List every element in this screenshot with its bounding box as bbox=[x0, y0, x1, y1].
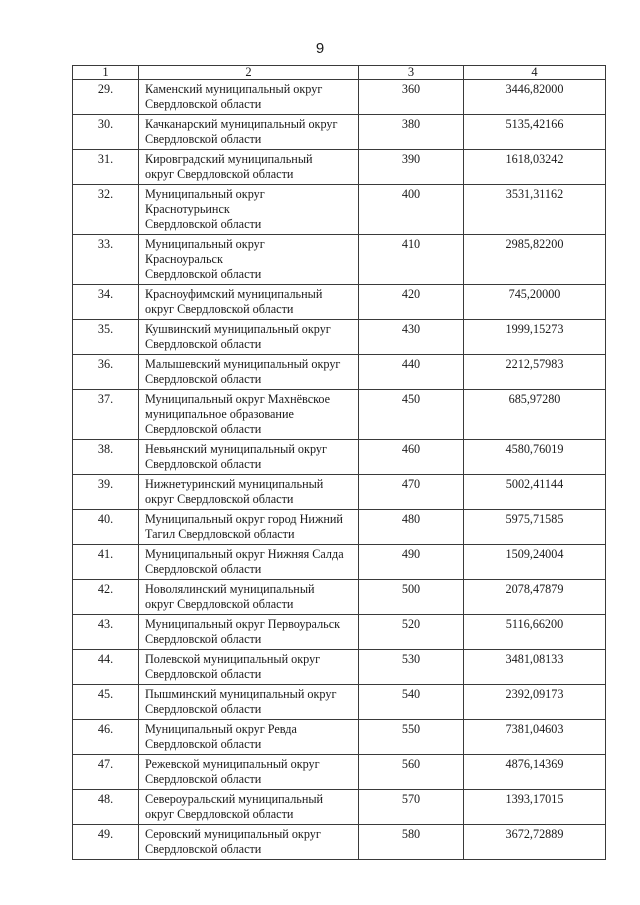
table-row bbox=[73, 650, 606, 685]
row-code: 500 bbox=[359, 580, 464, 615]
header-row bbox=[73, 66, 606, 80]
row-number: 42. bbox=[73, 580, 139, 615]
table-row bbox=[73, 80, 606, 115]
row-number: 45. bbox=[73, 685, 139, 720]
municipality-name-line: Новолялинский муниципальный bbox=[145, 582, 315, 596]
municipality-name-line: Кировградский муниципальный bbox=[145, 152, 313, 166]
municipality-name bbox=[139, 390, 359, 440]
table-row bbox=[73, 320, 606, 355]
row-code: 540 bbox=[359, 685, 464, 720]
table-row bbox=[73, 150, 606, 185]
municipality-name-line: Тагил Свердловской области bbox=[145, 527, 295, 541]
table-row bbox=[73, 235, 606, 285]
municipality-name-line: Муниципальный округ bbox=[145, 187, 265, 201]
municipality-name-line: округ Свердловской области bbox=[145, 302, 294, 316]
municipality-name-line: муниципальное образование bbox=[145, 407, 294, 421]
municipality-name-line: Малышевский муниципальный округ bbox=[145, 357, 341, 371]
row-number: 30. bbox=[73, 115, 139, 150]
header-col-1: 1 bbox=[73, 66, 139, 80]
table-row bbox=[73, 580, 606, 615]
municipality-name-line: Муниципальный округ Ревда bbox=[145, 722, 297, 736]
municipality-name-line: Свердловской области bbox=[145, 337, 262, 351]
municipality-name bbox=[139, 185, 359, 235]
municipality-name-line: Муниципальный округ Махнёвское bbox=[145, 392, 331, 406]
row-value: 685,97280 bbox=[464, 390, 606, 440]
table-row bbox=[73, 440, 606, 475]
municipality-name-line: округ Свердловской области bbox=[145, 167, 294, 181]
municipality-name bbox=[139, 510, 359, 545]
municipality-name-line: Полевской муниципальный округ bbox=[145, 652, 321, 666]
row-number: 47. bbox=[73, 755, 139, 790]
row-code: 420 bbox=[359, 285, 464, 320]
row-value: 2078,47879 bbox=[464, 580, 606, 615]
row-number: 46. bbox=[73, 720, 139, 755]
row-code: 410 bbox=[359, 235, 464, 285]
row-code: 580 bbox=[359, 825, 464, 860]
municipality-name-line: Свердловской области bbox=[145, 772, 262, 786]
row-code: 560 bbox=[359, 755, 464, 790]
row-code: 490 bbox=[359, 545, 464, 580]
municipality-name-line: Североуральский муниципальный bbox=[145, 792, 324, 806]
municipality-name bbox=[139, 790, 359, 825]
municipality-name-line: Пышминский муниципальный округ bbox=[145, 687, 337, 701]
table-row bbox=[73, 355, 606, 390]
row-number: 32. bbox=[73, 185, 139, 235]
municipality-name bbox=[139, 615, 359, 650]
row-code: 550 bbox=[359, 720, 464, 755]
municipality-name bbox=[139, 825, 359, 860]
table-row bbox=[73, 720, 606, 755]
row-number: 35. bbox=[73, 320, 139, 355]
row-value: 5975,71585 bbox=[464, 510, 606, 545]
row-code: 360 bbox=[359, 80, 464, 115]
row-number: 41. bbox=[73, 545, 139, 580]
row-value: 3531,31162 bbox=[464, 185, 606, 235]
municipality-name-line: Муниципальный округ Первоуральск bbox=[145, 617, 341, 631]
row-code: 430 bbox=[359, 320, 464, 355]
row-value: 4580,76019 bbox=[464, 440, 606, 475]
row-code: 470 bbox=[359, 475, 464, 510]
row-value: 1618,03242 bbox=[464, 150, 606, 185]
table-row bbox=[73, 545, 606, 580]
row-value: 5002,41144 bbox=[464, 475, 606, 510]
table-row bbox=[73, 115, 606, 150]
municipality-name bbox=[139, 285, 359, 320]
municipality-name bbox=[139, 650, 359, 685]
municipality-name-line: Качканарский муниципальный округ bbox=[145, 117, 338, 131]
municipality-name-line: Свердловской области bbox=[145, 132, 262, 146]
municipality-name-line: Муниципальный округ Нижняя Салда bbox=[145, 547, 344, 561]
municipality-name-line: округ Свердловской области bbox=[145, 807, 294, 821]
row-value: 3481,08133 bbox=[464, 650, 606, 685]
municipality-name-line: Свердловской области bbox=[145, 737, 262, 751]
table-row bbox=[73, 790, 606, 825]
municipality-name-line: Красноуральск bbox=[145, 252, 223, 266]
municipality-name-line: Каменский муниципальный округ bbox=[145, 82, 323, 96]
municipality-name-line: Нижнетуринский муниципальный bbox=[145, 477, 324, 491]
municipality-name-line: Свердловской области bbox=[145, 457, 262, 471]
row-number: 31. bbox=[73, 150, 139, 185]
row-value: 5116,66200 bbox=[464, 615, 606, 650]
row-value: 7381,04603 bbox=[464, 720, 606, 755]
row-number: 38. bbox=[73, 440, 139, 475]
row-value: 1999,15273 bbox=[464, 320, 606, 355]
table-row bbox=[73, 475, 606, 510]
page-number: 9 bbox=[315, 40, 325, 57]
row-number: 44. bbox=[73, 650, 139, 685]
municipality-name bbox=[139, 320, 359, 355]
header-col-2: 2 bbox=[139, 66, 359, 80]
municipality-name bbox=[139, 580, 359, 615]
municipality-name-line: округ Свердловской области bbox=[145, 597, 294, 611]
row-value: 1393,17015 bbox=[464, 790, 606, 825]
row-value: 745,20000 bbox=[464, 285, 606, 320]
row-number: 40. bbox=[73, 510, 139, 545]
header-col-4: 4 bbox=[464, 66, 606, 80]
row-code: 480 bbox=[359, 510, 464, 545]
table-row bbox=[73, 755, 606, 790]
municipality-name-line: Режевской муниципальный округ bbox=[145, 757, 320, 771]
row-value: 2212,57983 bbox=[464, 355, 606, 390]
municipality-name-line: Кушвинский муниципальный округ bbox=[145, 322, 331, 336]
row-code: 520 bbox=[359, 615, 464, 650]
row-value: 3672,72889 bbox=[464, 825, 606, 860]
allocation-table bbox=[72, 65, 606, 860]
row-number: 37. bbox=[73, 390, 139, 440]
row-code: 450 bbox=[359, 390, 464, 440]
municipality-name-line: Невьянский муниципальный округ bbox=[145, 442, 327, 456]
table-row bbox=[73, 510, 606, 545]
municipality-name-line: Свердловской области bbox=[145, 632, 262, 646]
municipality-name-line: Краснотурьинск bbox=[145, 202, 230, 216]
municipality-name bbox=[139, 355, 359, 390]
municipality-name-line: Свердловской области bbox=[145, 267, 262, 281]
municipality-name bbox=[139, 685, 359, 720]
row-code: 380 bbox=[359, 115, 464, 150]
municipality-name bbox=[139, 545, 359, 580]
row-number: 29. bbox=[73, 80, 139, 115]
municipality-name-line: Свердловской области bbox=[145, 702, 262, 716]
row-code: 390 bbox=[359, 150, 464, 185]
municipality-name-line: Свердловской области bbox=[145, 422, 262, 436]
municipality-name-line: Свердловской области bbox=[145, 667, 262, 681]
row-number: 39. bbox=[73, 475, 139, 510]
municipality-name bbox=[139, 235, 359, 285]
row-number: 33. bbox=[73, 235, 139, 285]
row-value: 4876,14369 bbox=[464, 755, 606, 790]
row-value: 5135,42166 bbox=[464, 115, 606, 150]
table-row bbox=[73, 390, 606, 440]
row-code: 400 bbox=[359, 185, 464, 235]
municipality-name-line: Красноуфимский муниципальный bbox=[145, 287, 323, 301]
municipality-name-line: Свердловской области bbox=[145, 217, 262, 231]
municipality-name bbox=[139, 80, 359, 115]
table-body bbox=[73, 80, 606, 860]
table-row bbox=[73, 185, 606, 235]
row-number: 43. bbox=[73, 615, 139, 650]
municipality-name bbox=[139, 720, 359, 755]
municipality-name-line: Муниципальный округ город Нижний bbox=[145, 512, 343, 526]
table-row bbox=[73, 615, 606, 650]
municipality-name-line: Свердловской области bbox=[145, 562, 262, 576]
table-row bbox=[73, 685, 606, 720]
row-value: 1509,24004 bbox=[464, 545, 606, 580]
municipality-name-line: Серовский муниципальный округ bbox=[145, 827, 321, 841]
row-number: 49. bbox=[73, 825, 139, 860]
row-value: 3446,82000 bbox=[464, 80, 606, 115]
municipality-name-line: Муниципальный округ bbox=[145, 237, 265, 251]
municipality-name bbox=[139, 115, 359, 150]
header-col-3: 3 bbox=[359, 66, 464, 80]
municipality-name bbox=[139, 475, 359, 510]
row-number: 34. bbox=[73, 285, 139, 320]
row-code: 460 bbox=[359, 440, 464, 475]
row-number: 36. bbox=[73, 355, 139, 390]
table-row bbox=[73, 285, 606, 320]
municipality-name bbox=[139, 150, 359, 185]
municipality-name bbox=[139, 755, 359, 790]
municipality-name bbox=[139, 440, 359, 475]
table-row bbox=[73, 825, 606, 860]
row-number: 48. bbox=[73, 790, 139, 825]
municipality-name-line: Свердловской области bbox=[145, 842, 262, 856]
row-code: 570 bbox=[359, 790, 464, 825]
municipality-name-line: Свердловской области bbox=[145, 372, 262, 386]
municipality-name-line: Свердловской области bbox=[145, 97, 262, 111]
row-value: 2985,82200 bbox=[464, 235, 606, 285]
municipality-name-line: округ Свердловской области bbox=[145, 492, 294, 506]
row-code: 440 bbox=[359, 355, 464, 390]
row-value: 2392,09173 bbox=[464, 685, 606, 720]
row-code: 530 bbox=[359, 650, 464, 685]
